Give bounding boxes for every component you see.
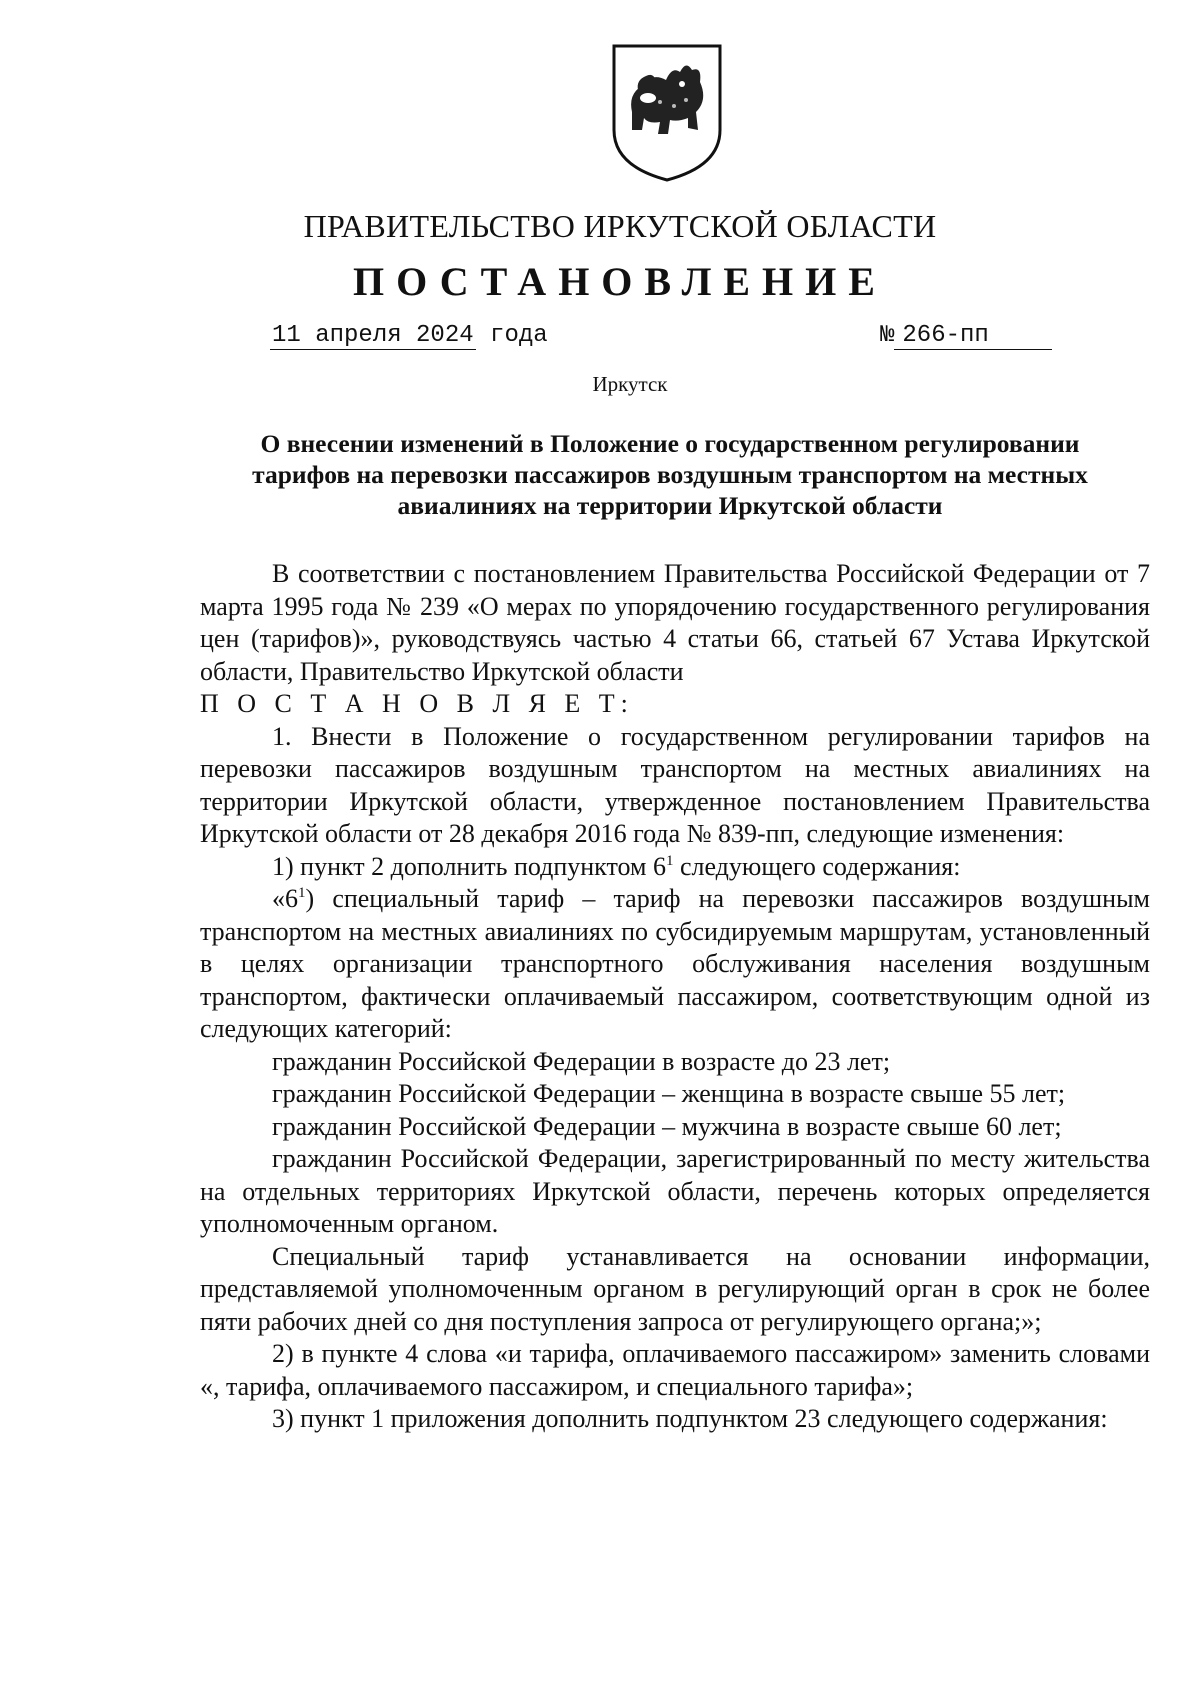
document-type-heading: ПОСТАНОВЛЕНИЕ	[353, 259, 887, 304]
title-line: авиалиниях на территории Иркутской области	[397, 491, 943, 520]
decree-number-value: 266-пп	[894, 322, 1052, 350]
decree-date-value: 11 апреля 2024	[272, 322, 474, 349]
government-name: ПРАВИТЕЛЬСТВО ИРКУТСКОЙ ОБЛАСТИ	[303, 208, 937, 244]
decree-number-prefix: №	[880, 322, 895, 349]
decree-date	[270, 322, 548, 349]
definition-text: ) специальный тариф – тариф на перевозки пассажиров воздушным транспортом на местных авиалиниях по субсидируемым маршрутам, установленный в целях организации транспортного обслуживания населения воздушным транспортом, фактически оплачиваемый пассажиром, соответствующим одной из следующих категорий:	[200, 884, 1150, 1043]
category-item: гражданин Российской Федерации – мужчина в возрасте свыше 60 лет;	[272, 1111, 1062, 1141]
preamble-paragraph: В соответствии с постановлением Правительства Российской Федерации от 7 марта 1995 года № 239 «О мерах по упорядочению государственного регулирования цен (тарифов)», руководствуясь частью 4 статьи 66, статьей 67 Устава Иркутской области, Правительство Иркутской области	[200, 559, 1150, 686]
quote-open: «6	[272, 884, 298, 913]
subitem-2-paragraph: 2) в пункте 4 слова «и тарифа, оплачиваемого пассажиром» заменить словами «, тарифа, оплачиваемого пассажиром, и специального тарифа»;	[200, 1339, 1150, 1401]
coat-of-arms-emblem	[608, 42, 726, 184]
title-line: тарифов на перевозки пассажиров воздушным транспортом на местных	[252, 460, 1088, 489]
document-body	[200, 558, 1150, 1436]
subitem-1-paragraph	[200, 851, 1150, 884]
special-tariff-paragraph: Специальный тариф устанавливается на основании информации, представляемой уполномоченным органом в регулирующий орган в срок не более пяти рабочих дней со дня поступления запроса от регулирующего органа;»;	[200, 1241, 1150, 1336]
decree-number	[880, 322, 1052, 350]
category-item: гражданин Российской Федерации – женщина в возрасте свыше 55 лет;	[272, 1079, 1066, 1108]
city-name: Иркутск	[592, 372, 668, 396]
title-line: О внесении изменений в Положение о государственном регулировании	[260, 429, 1080, 458]
subitem-3-paragraph: 3) пункт 1 приложения дополнить подпунктом 23 следующего содержания:	[272, 1404, 1108, 1433]
decree-date-suffix: года	[490, 322, 548, 349]
babr-emblem-icon	[608, 42, 726, 184]
superscript: 1	[298, 885, 306, 901]
superscript: 1	[665, 852, 674, 869]
item-1-paragraph: 1. Внести в Положение о государственном регулировании тарифов на перевозки пассажиров воздушным транспортом на местных авиалиниях на территории Иркутской области, утвержденное постановлением Правительства Иркутской области от 28 декабря 2016 года № 839-пп, следующие изменения:	[200, 721, 1150, 848]
resolves-heading: П О С Т А Н О В Л Я Е Т:	[200, 689, 634, 718]
subitem-1-text: 1) пункт 2 дополнить подпунктом 6	[272, 851, 666, 881]
category-item: гражданин Российской Федерации в возрасте до 23 лет;	[272, 1046, 891, 1076]
category-item: гражданин Российской Федерации, зарегистрированный по месту жительства на отдельных территориях Иркутской области, перечень которых определяется уполномоченным органом.	[200, 1144, 1150, 1238]
document-title	[190, 428, 1150, 521]
special-tariff-definition	[200, 883, 1150, 1046]
subitem-1-text-end: следующего содержания:	[673, 851, 961, 881]
